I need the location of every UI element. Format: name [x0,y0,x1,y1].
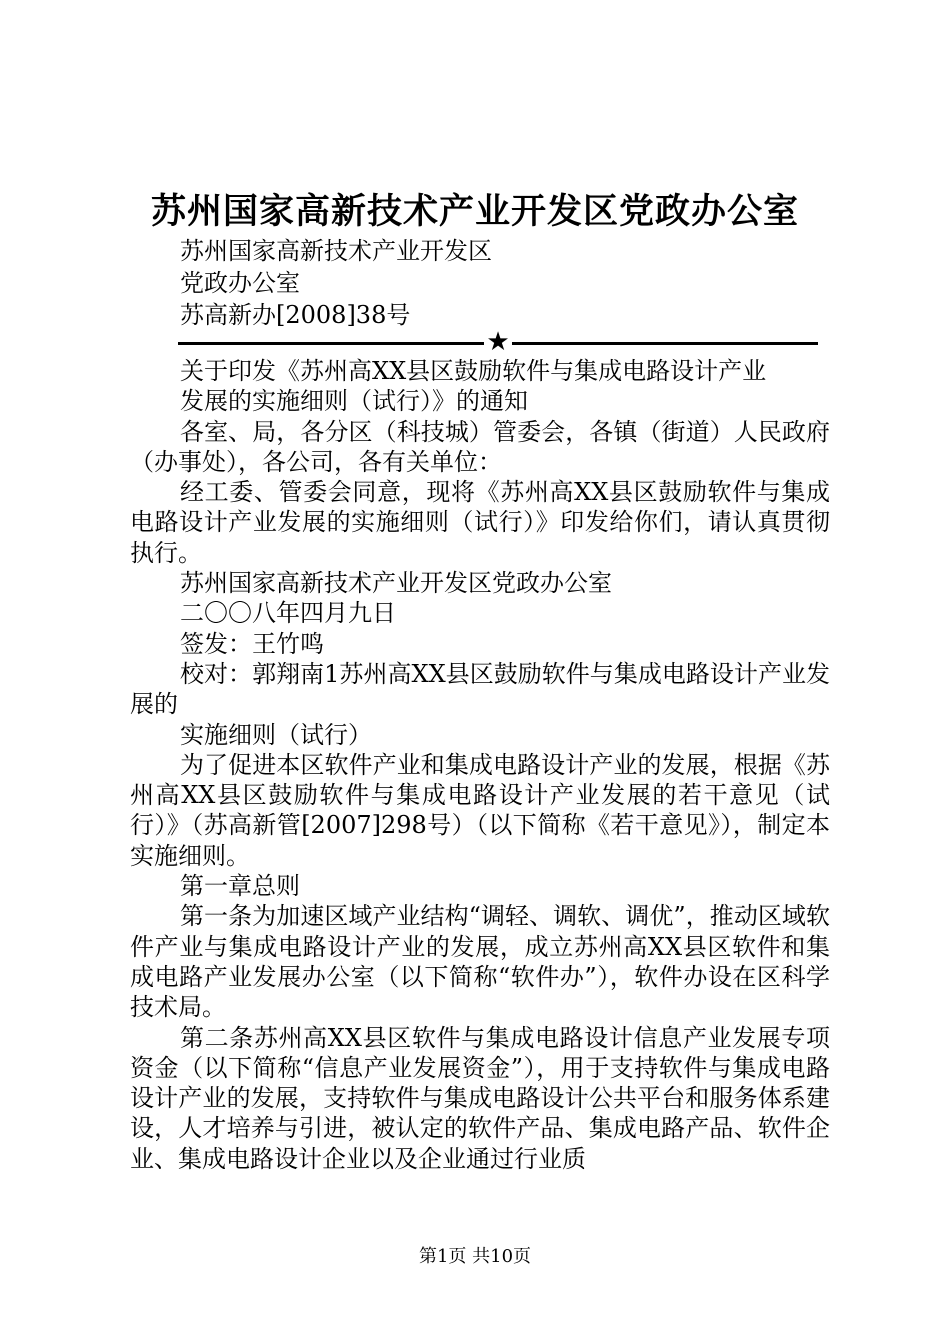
issuer-line-1: 苏州国家高新技术产业开发区 [180,237,492,265]
article-1: 第一条为加速区域产业结构“调轻、调软、调优”，推动区域软件产业与集成电路设计产业的发展，成立苏州高XX县区软件和集成电路产业发展办公室（以下简称“软件办”），软件办设在区科学技术局。 [130,902,830,1022]
signed-by: 签发：王竹鸣 [180,629,324,658]
proofread-by: 校对：郭翔南1苏州高XX县区鼓励软件与集成电路设计产业发展的 [130,659,830,719]
star-icon: ★ [486,327,510,357]
notice-title-line-1: 关于印发《苏州高XX县区鼓励软件与集成电路设计产业 [180,357,767,385]
notice-paragraph: 经工委、管委会同意，现将《苏州高XX县区鼓励软件与集成电路设计产业发展的实施细则（试行）》印发给你们，请认真贯彻执行。 [130,478,830,567]
chapter-heading: 第一章总则 [180,872,300,901]
red-head-divider [178,327,818,357]
notice-title-line-2: 发展的实施细则（试行）》的通知 [180,387,528,416]
document-number: 苏高新办[2008]38号 [180,301,411,329]
page-footer: 第1页 共10页 [418,1246,532,1267]
document-title: 苏州国家高新技术产业开发区党政办公室 [150,191,799,232]
divider-line-left [178,342,484,345]
preamble-paragraph: 为了促进本区软件产业和集成电路设计产业的发展，根据《苏州高XX县区鼓励软件与集成电路设计产业发展的若干意见（试行）》（苏高新管[2007]298号）（以下简称《若干意见》），制定本实施细则。 [130,750,830,870]
article-2: 第二条苏州高XX县区软件与集成电路设计信息产业发展专项资金（以下简称“信息产业发展资金”），用于支持软件与集成电路设计产业的发展，支持软件与集成电路设计公共平台和服务体系建设，人才培养与引进，被认定的软件产品、集成电路产品、软件企业、集成电路设计企业以及企业通过行业质 [130,1023,830,1173]
document-body [130,356,830,1174]
rules-title: 实施细则（试行） [180,720,372,749]
issuer-line-2: 党政办公室 [180,269,300,297]
issuer-signature: 苏州国家高新技术产业开发区党政办公室 [180,569,612,598]
divider-line-right [512,342,818,345]
addressee-paragraph: 各室、局，各分区（科技城）管委会，各镇（街道）人民政府（办事处），各公司，各有关单位： [130,417,830,476]
issue-date: 二〇〇八年四月九日 [180,599,396,628]
